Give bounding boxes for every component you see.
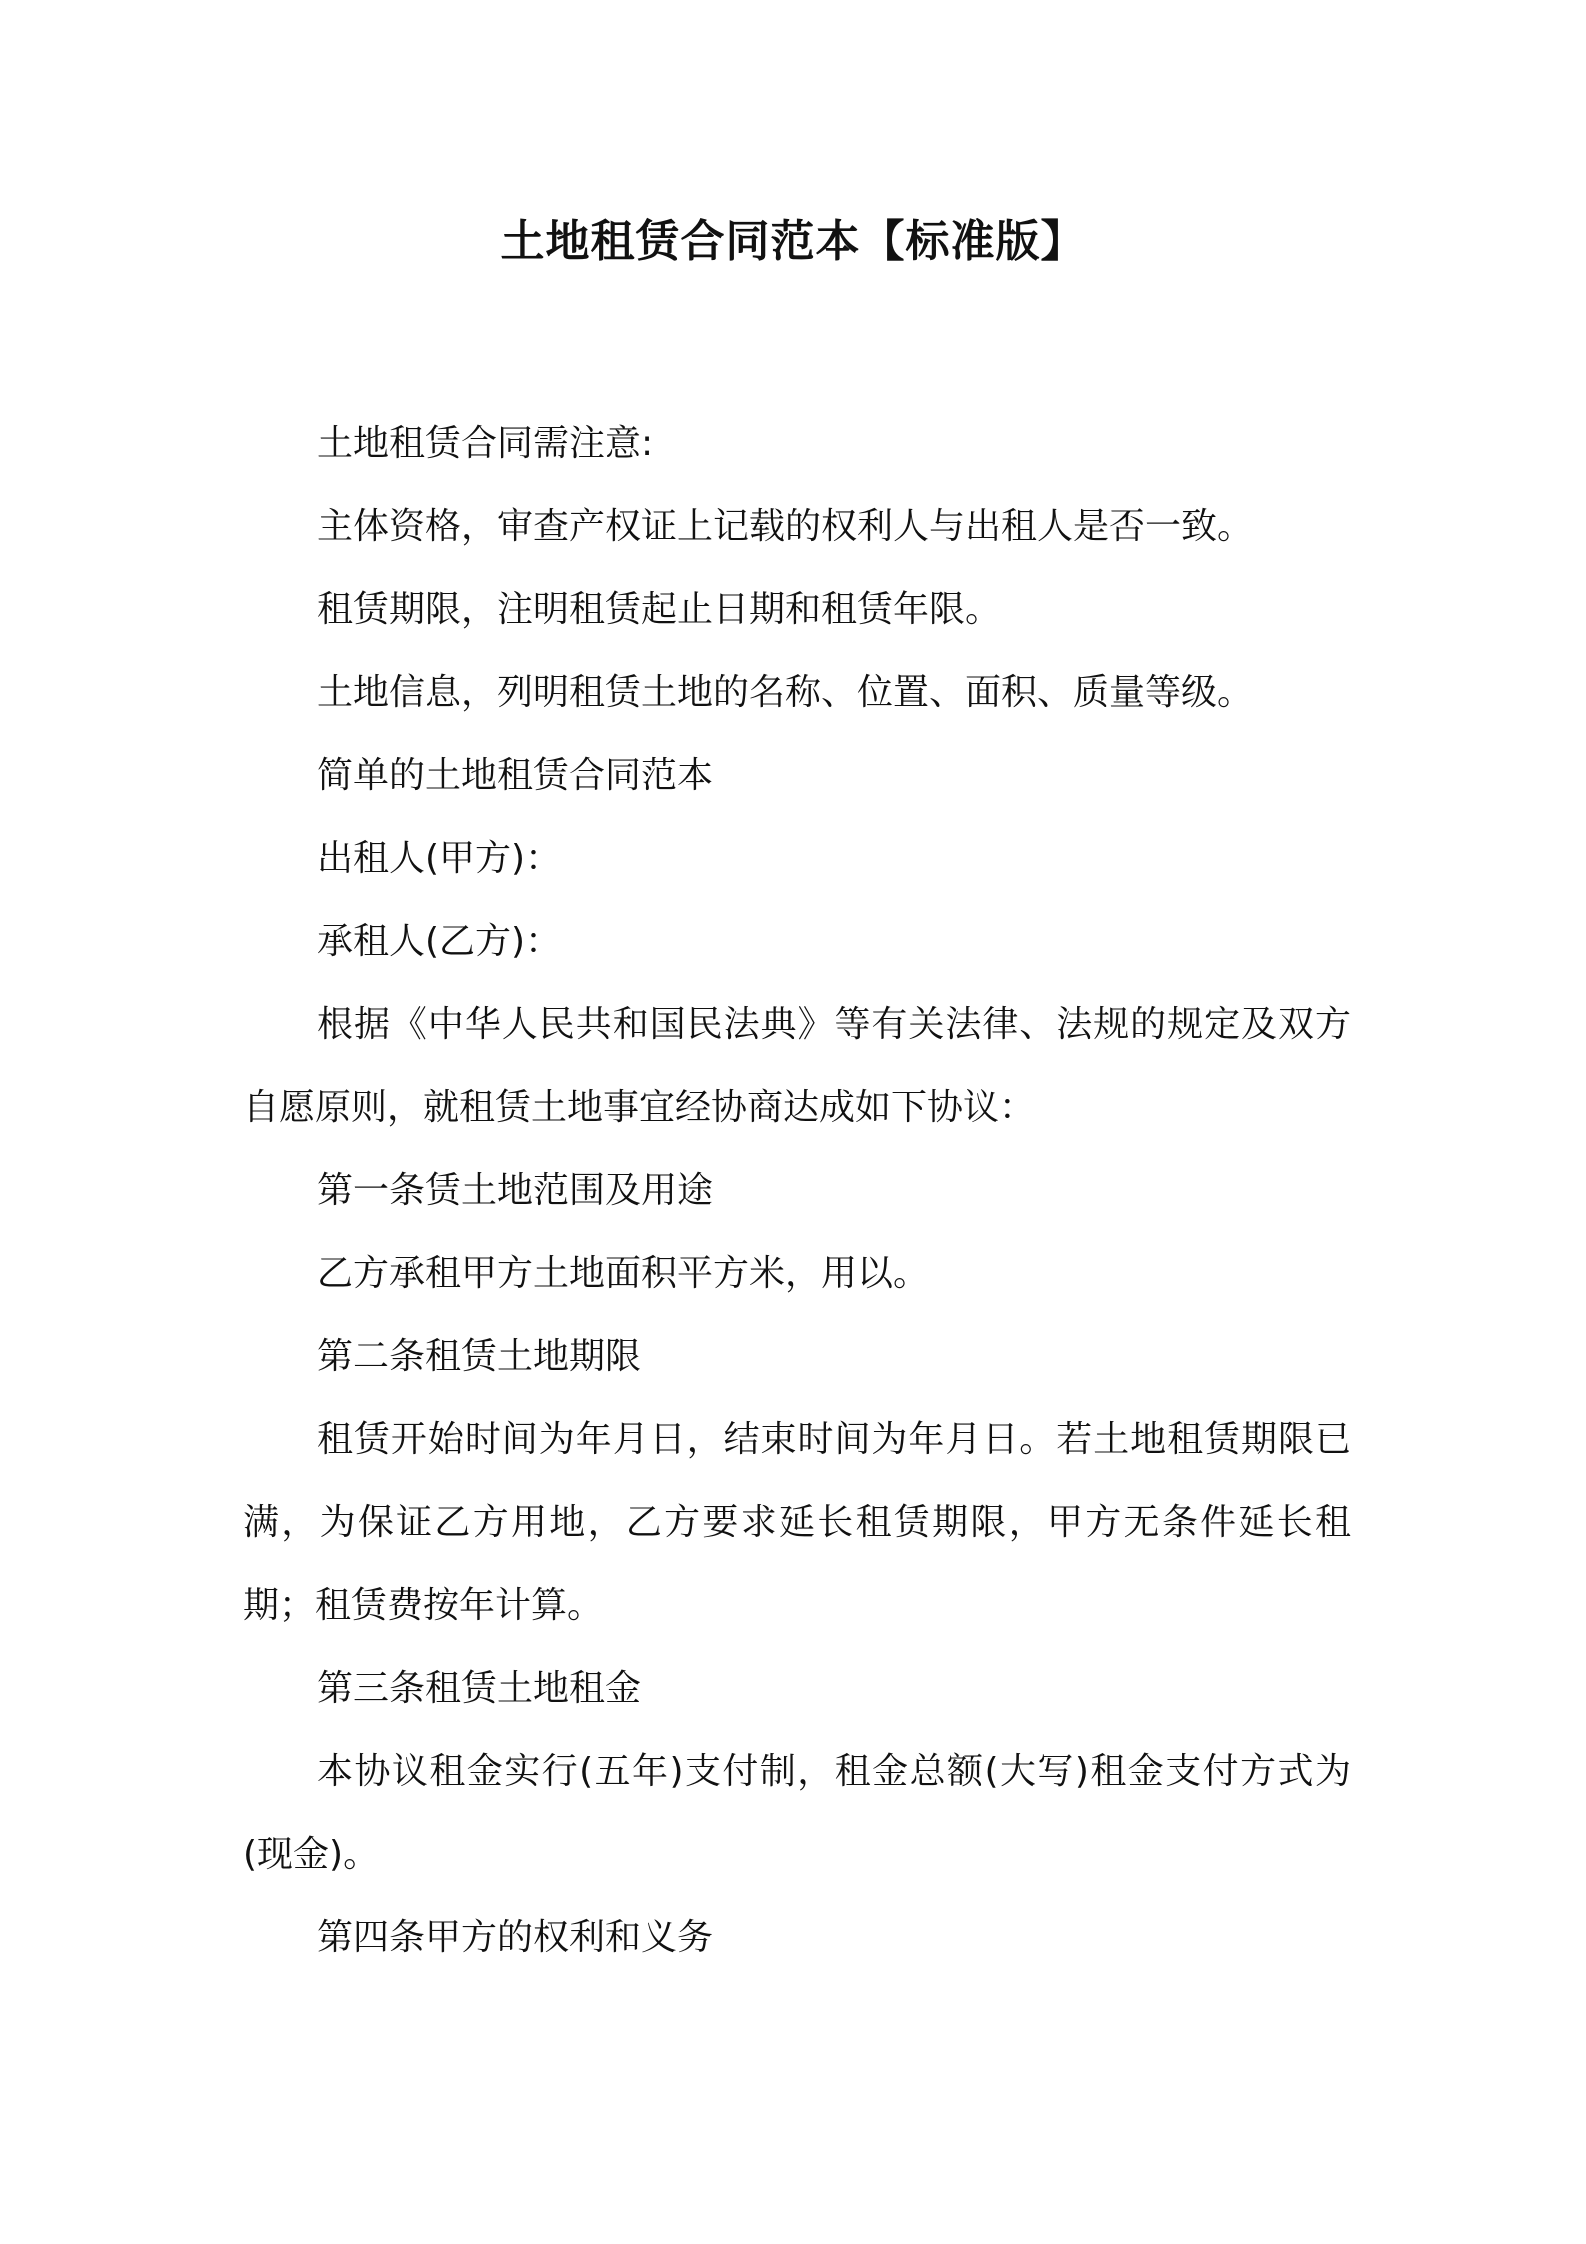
- paragraph-template-heading: 简单的土地租赁合同范本: [317, 755, 714, 796]
- paragraph-lease-term-note: 租赁期限，注明租赁起止日期和租赁年限。: [317, 589, 1002, 630]
- article-2-text: 租赁开始时间为年月日，结束时间为年月日。若土地租赁期限已满，为保证乙方用地，乙方要求延长租赁期限，甲方无条件延长租期；租赁费按年计算。: [243, 1419, 1351, 1626]
- paragraph-subject-qualification: 主体资格，审查产权证上记载的权利人与出租人是否一致。: [317, 506, 1254, 547]
- article-1-heading: 第一条赁土地范围及用途: [317, 1170, 714, 1211]
- paragraph-notice-heading: 土地租赁合同需注意:: [317, 423, 654, 464]
- document-body: [243, 402, 1351, 1979]
- paragraph-lessor: 出租人(甲方)：: [317, 838, 562, 879]
- article-4-heading: 第四条甲方的权利和义务: [317, 1917, 714, 1958]
- article-3-heading: 第三条租赁土地租金: [317, 1668, 642, 1709]
- article-1-text: 乙方承租甲方土地面积平方米，用以。: [317, 1253, 930, 1294]
- paragraph-legal-basis: 根据《中华人民共和国民法典》等有关法律、法规的规定及双方自愿原则，就租赁土地事宜经协商达成如下协议：: [243, 1004, 1351, 1128]
- document-title: 土地租赁合同范本【标准版】: [500, 216, 1086, 267]
- paragraph-land-info-note: 土地信息，列明租赁土地的名称、位置、面积、质量等级。: [317, 672, 1254, 713]
- paragraph-lessee: 承租人(乙方)：: [317, 921, 562, 962]
- article-3-text: 本协议租金实行(五年)支付制，租金总额(大写)租金支付方式为(现金)。: [243, 1751, 1351, 1875]
- article-2-heading: 第二条租赁土地期限: [317, 1336, 642, 1377]
